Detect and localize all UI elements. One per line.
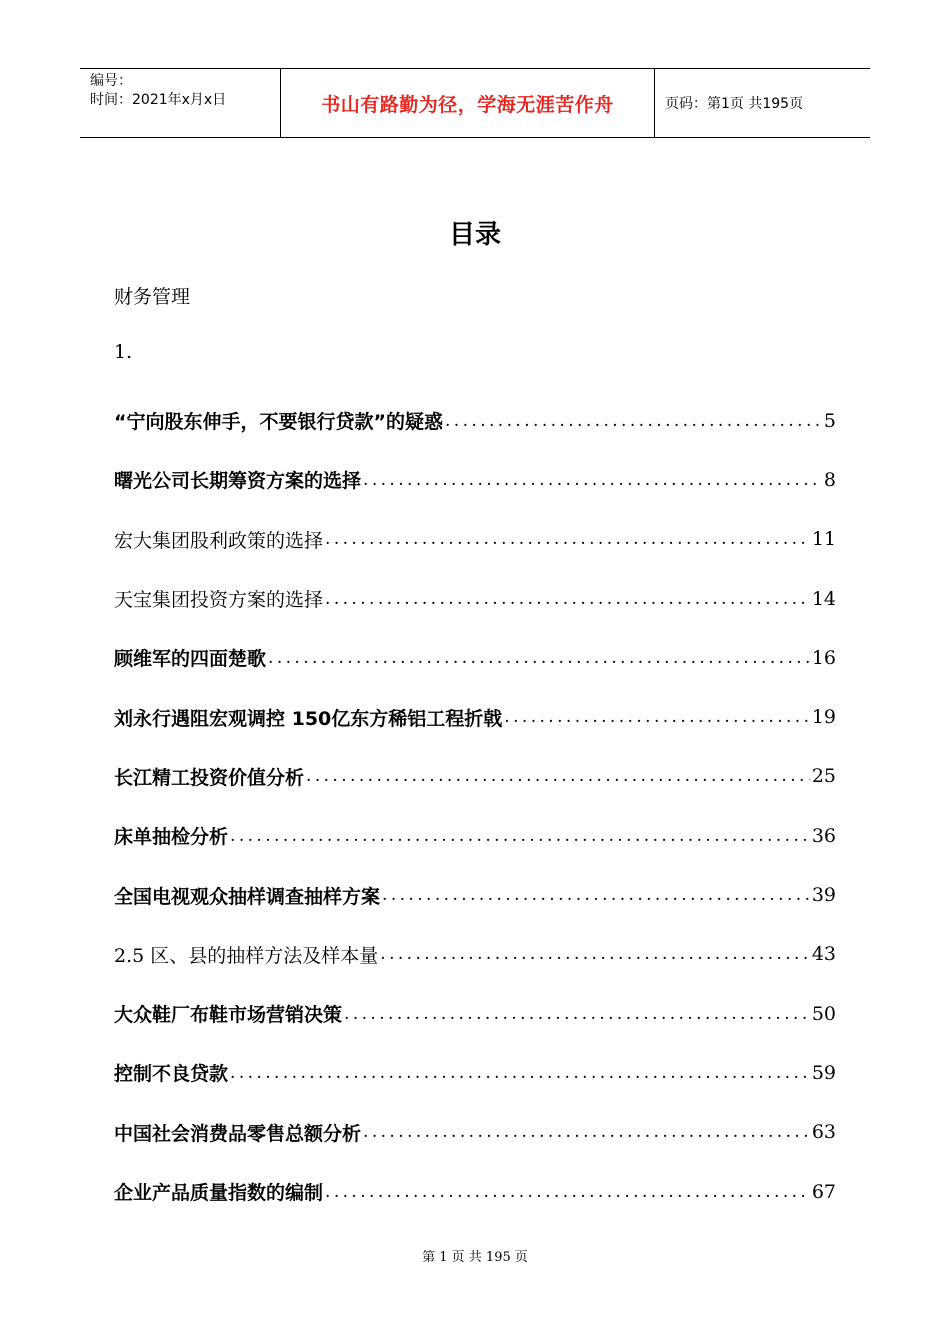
- header-number-label: 编号：: [90, 73, 132, 89]
- toc-entry[interactable]: [114, 1162, 836, 1221]
- toc-entry[interactable]: [114, 925, 836, 984]
- toc-dot-leader: [363, 1122, 810, 1142]
- toc-entry-label: 大众鞋厂布鞋市场营销决策: [114, 1004, 343, 1027]
- toc-entry-page-number: 36: [811, 824, 836, 847]
- toc-entry-page-number: 67: [811, 1180, 836, 1203]
- toc-entry-page-number: 5: [823, 409, 836, 432]
- toc-entry-label: 曙光公司长期筹资方案的选择: [114, 470, 362, 493]
- toc-dot-leader: [325, 589, 810, 609]
- toc-entry-label: 顾维军的四面楚歌: [114, 648, 267, 671]
- toc-entry-label: 全国电视观众抽样调查抽样方案: [114, 885, 381, 908]
- toc-entry-label: 床单抽检分析: [114, 826, 229, 849]
- toc-dot-leader: [382, 885, 810, 905]
- toc-dot-leader: [325, 529, 810, 549]
- toc-entry-label: 中国社会消费品零售总额分析: [114, 1122, 362, 1145]
- table-of-contents: [114, 391, 836, 1221]
- toc-dot-leader: [325, 1182, 810, 1202]
- toc-entry-page-number: 63: [811, 1121, 836, 1144]
- toc-entry[interactable]: [114, 628, 836, 687]
- toc-dot-leader: [268, 648, 810, 668]
- toc-entry-page-number: 11: [811, 528, 836, 551]
- toc-entry-page-number: 16: [811, 646, 836, 669]
- toc-dot-leader: [363, 470, 822, 490]
- toc-entry-page-number: 19: [811, 706, 836, 729]
- toc-entry[interactable]: [114, 806, 836, 865]
- toc-entry[interactable]: [114, 510, 836, 569]
- toc-entry-label: “宁向股东伸手，不要银行贷款”的疑惑: [114, 411, 443, 434]
- toc-entry[interactable]: [114, 747, 836, 806]
- toc-dot-leader: [504, 707, 810, 727]
- toc-entry-page-number: 39: [811, 884, 836, 907]
- toc-dot-leader: [306, 766, 810, 786]
- toc-entry-label: 2.5 区、县的抽样方法及样本量: [114, 944, 379, 967]
- toc-entry[interactable]: [114, 569, 836, 628]
- toc-dot-leader: [445, 411, 822, 431]
- toc-entry-label: 控制不良贷款: [114, 1063, 229, 1086]
- toc-entry-label: 企业产品质量指数的编制: [114, 1182, 324, 1204]
- toc-entry-page-number: 8: [823, 468, 836, 491]
- toc-entry-label: 刘永行遇阻宏观调控 150亿东方稀铝工程折戟: [114, 707, 503, 730]
- toc-entry[interactable]: [114, 450, 836, 509]
- header-motto: 书山有路勤为径，学海无涯苦作舟: [281, 69, 655, 137]
- section-numbering: 1.: [114, 341, 133, 363]
- toc-entry[interactable]: [114, 1043, 836, 1102]
- toc-entry-page-number: 59: [811, 1061, 836, 1084]
- toc-entry-page-number: 43: [811, 943, 836, 966]
- toc-entry[interactable]: [114, 984, 836, 1043]
- toc-entry-label: 天宝集团投资方案的选择: [114, 589, 324, 612]
- page-title: 目录: [448, 220, 501, 250]
- toc-entry[interactable]: [114, 391, 836, 450]
- toc-dot-leader: [230, 826, 810, 846]
- toc-entry-label: 宏大集团股利政策的选择: [114, 529, 324, 552]
- toc-entry[interactable]: [114, 865, 836, 924]
- toc-entry[interactable]: [114, 687, 836, 746]
- section-heading: 财务管理: [114, 286, 191, 308]
- page-footer: 第 1 页 共 195 页: [422, 1250, 528, 1265]
- toc-dot-leader: [230, 1063, 810, 1083]
- header-meta: [80, 69, 281, 137]
- toc-dot-leader: [380, 944, 810, 964]
- toc-entry-page-number: 25: [811, 765, 836, 788]
- toc-entry-label: 长江精工投资价值分析: [114, 766, 305, 789]
- header-page-info: 页码：第1页 共195页: [665, 96, 804, 112]
- toc-entry[interactable]: [114, 1103, 836, 1162]
- toc-entry-page-number: 14: [811, 587, 836, 610]
- toc-entry-page-number: 50: [811, 1002, 836, 1025]
- document-header: [80, 68, 870, 138]
- header-time-label: 时间：2021年x月x日: [90, 92, 227, 108]
- toc-dot-leader: [344, 1004, 810, 1024]
